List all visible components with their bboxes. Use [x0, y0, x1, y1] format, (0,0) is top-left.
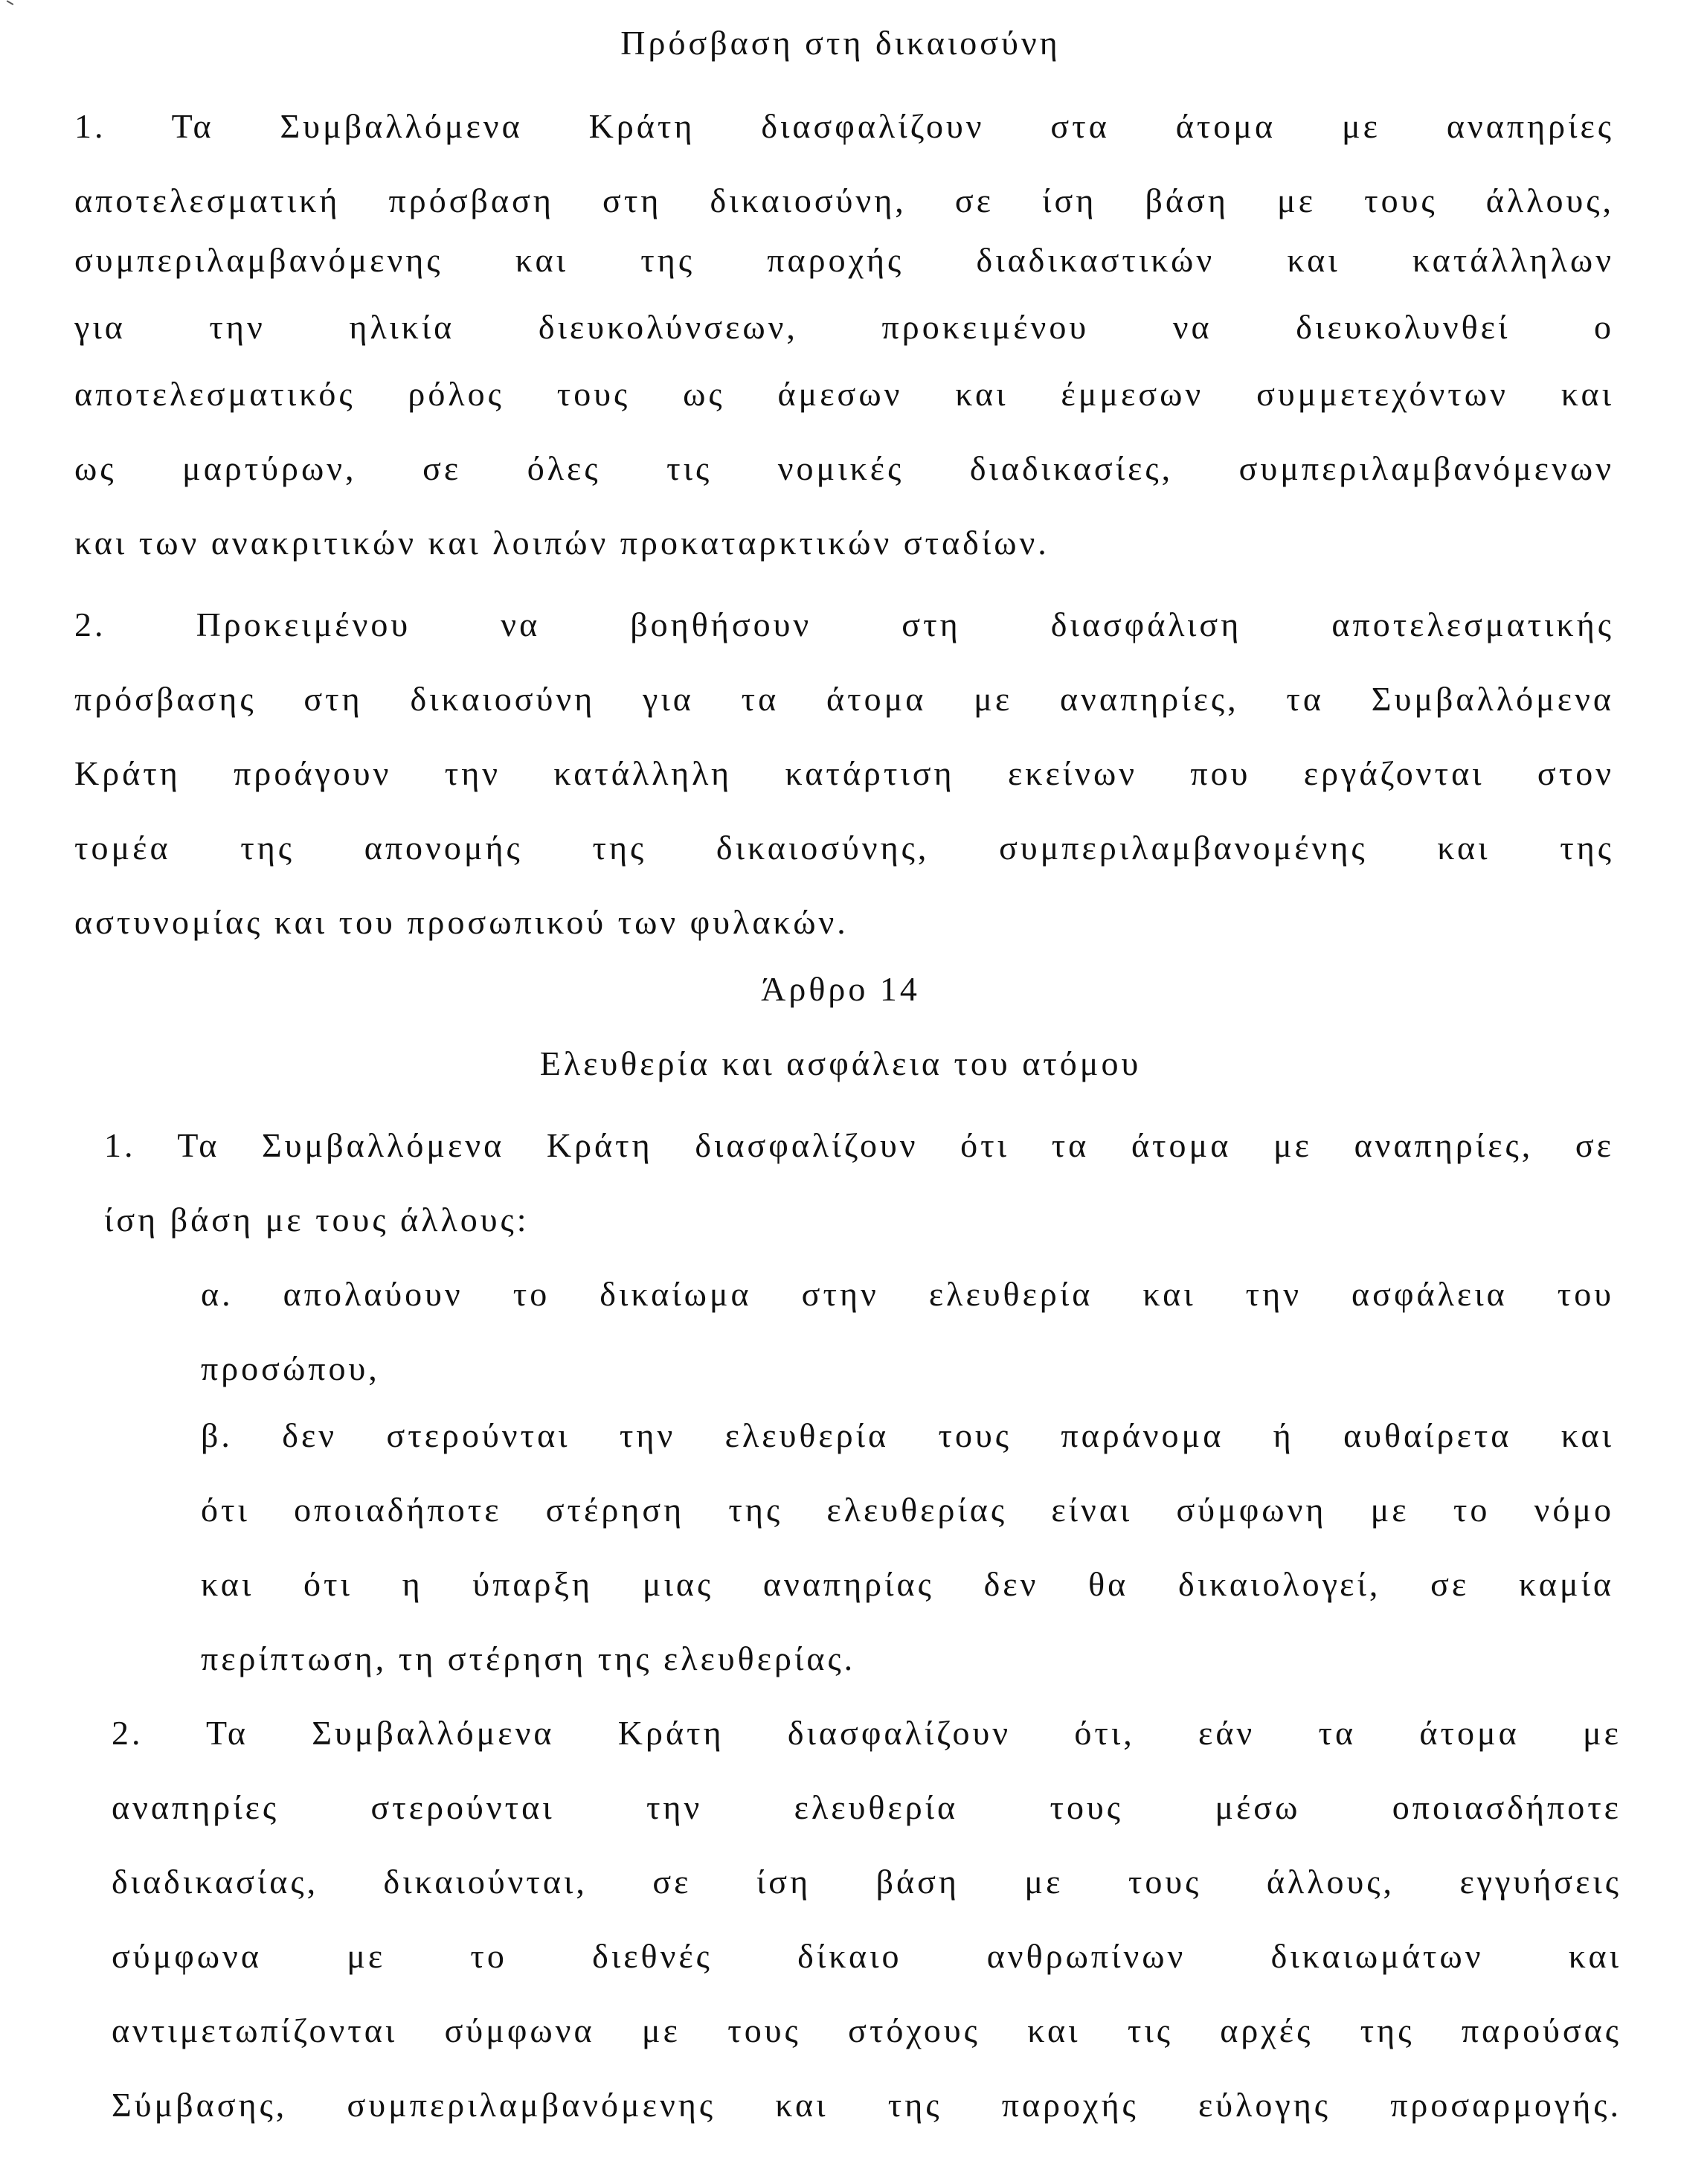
art14-para1-line-1: 1. Τα Συμβαλλόμενα Κράτη διασφαλίζουν ότι τα άτομα με αναπηρίες, σε [104, 1126, 1614, 1164]
art14-para2-line-5: αντιμετωπίζονται σύμφωνα με τους στόχους και τις αρχές της παρούσας [112, 2011, 1621, 2049]
para1-line-1: 1. Τα Συμβαλλόμενα Κράτη διασφαλίζουν στα άτομα με αναπηρίες [74, 107, 1614, 145]
heading-liberty: Ελευθερία και ασφάλεια του ατόμου [539, 1044, 1142, 1082]
para1-line-2: αποτελεσματική πρόσβαση στη δικαιοσύνη, σε ίση βάση με τους άλλους, [74, 182, 1614, 219]
scan-corner-mark [3, 0, 14, 11]
para2-line-3: Κράτη προάγουν την κατάλληλη κατάρτιση εκείνων που εργάζονται στον [74, 754, 1614, 792]
para1-line-5: αποτελεσματικός ρόλος τους ως άμεσων και έμμεσων συμμετεχόντων και [74, 375, 1614, 413]
para2-line-5: αστυνομίας και του προσωπικού των φυλακών. [74, 903, 849, 941]
item-b-line-2: ότι οποιαδήποτε στέρηση της ελευθερίας είναι σύμφωνη με το νόμο [201, 1491, 1614, 1529]
heading-access-to-justice: Πρόσβαση στη δικαιοσύνη [620, 24, 1061, 62]
art14-para2-line-4: σύμφωνα με το διεθνές δίκαιο ανθρωπίνων δικαιωμάτων και [112, 1937, 1621, 1975]
art14-para2-line-6: Σύμβασης, συμπεριλαμβανόμενης και της παροχής εύλογης προσαρμογής. [112, 2086, 1621, 2124]
para2-line-4: τομέα της απονομής της δικαιοσύνης, συμπεριλαμβανομένης και της [74, 829, 1614, 867]
item-b-line-4: περίπτωση, τη στέρηση της ελευθερίας. [201, 1639, 856, 1677]
art14-para2-line-1: 2. Τα Συμβαλλόμενα Κράτη διασφαλίζουν ότι, εάν τα άτομα με [112, 1714, 1621, 1752]
item-a-line-1: α. απολαύουν το δικαίωμα στην ελευθερία και την ασφάλεια του [201, 1275, 1614, 1313]
article-title: Άρθρο 14 [761, 970, 920, 1008]
para1-line-4: για την ηλικία διευκολύνσεων, προκειμένου να διευκολυνθεί ο [74, 308, 1614, 346]
para1-line-3: συμπεριλαμβανόμενης και της παροχής διαδικαστικών και κατάλληλων [74, 241, 1614, 279]
item-b-line-1: β. δεν στερούνται την ελευθερία τους παράνομα ή αυθαίρετα και [201, 1416, 1614, 1454]
art14-para2-line-2: αναπηρίες στερούνται την ελευθερία τους μέσω οποιασδήποτε [112, 1788, 1621, 1826]
para2-line-1: 2. Προκειμένου να βοηθήσουν στη διασφάλιση αποτελεσματικής [74, 606, 1614, 643]
art14-para2-line-3: διαδικασίας, δικαιούνται, σε ίση βάση με τους άλλους, εγγυήσεις [112, 1863, 1621, 1901]
para1-line-6: ως μαρτύρων, σε όλες τις νομικές διαδικασίες, συμπεριλαμβανόμενων [74, 449, 1614, 487]
para2-line-2: πρόσβασης στη δικαιοσύνη για τα άτομα με αναπηρίες, τα Συμβαλλόμενα [74, 680, 1614, 718]
item-a-line-2: προσώπου, [201, 1349, 380, 1387]
art14-para1-line-2: ίση βάση με τους άλλους: [104, 1201, 530, 1239]
item-b-line-3: και ότι η ύπαρξη μιας αναπηρίας δεν θα δικαιολογεί, σε καμία [201, 1565, 1614, 1603]
para1-line-7: και των ανακριτικών και λοιπών προκαταρκτικών σταδίων. [74, 524, 1050, 562]
